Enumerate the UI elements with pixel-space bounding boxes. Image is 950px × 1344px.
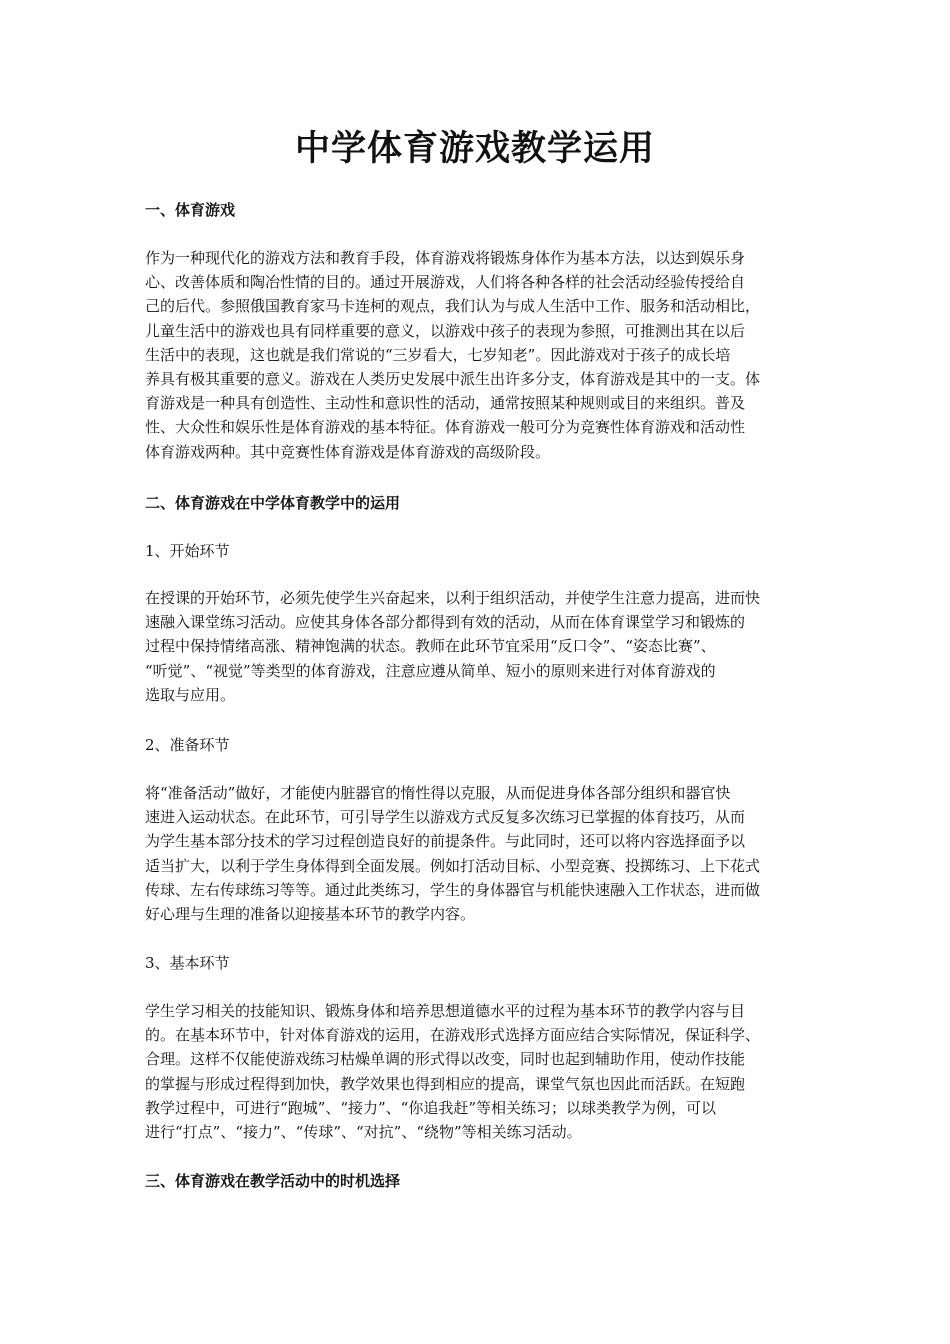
text-line: 心、改善体质和陶冶性情的目的。通过开展游戏，人们将各种各样的社会活动经验传授给自: [145, 273, 746, 292]
text-line: 作为一种现代化的游戏方法和教育手段，体育游戏将锻炼身体作为基本方法，以达到娱乐身: [145, 249, 746, 267]
text-line: “听觉”、“视觉”等类型的体育游戏，注意应遵从简单、短小的原则来进行对体育游戏的: [145, 661, 716, 680]
text-line: 为学生基本部分技术的学习过程创造良好的前提条件。与此同时，还可以将内容选择面予以: [145, 832, 746, 851]
text-line: 教学过程中，可进行“跑城”、“接力”、“你追我赶”等相关练习；以球类教学为例，可以: [145, 1098, 717, 1117]
section-heading: 三、体育游戏在教学活动中的时机选择: [145, 1172, 401, 1190]
text-line: 性、大众性和娱乐性是体育游戏的基本特征。体育游戏一般可分为竞赛性体育游戏和活动性: [145, 418, 746, 437]
text-line: 儿童生活中的游戏也具有同样重要的意义，以游戏中孩子的表现为参照，可推测出其在以后: [145, 321, 746, 340]
paragraph: [145, 999, 810, 1144]
text-line: 在授课的开始环节，必须先使学生兴奋起来，以利于组织活动，并使学生注意力提高，进而快: [145, 589, 761, 607]
paragraph: [145, 781, 810, 926]
text-line: 的掌握与形成过程得到加快，教学效果也得到相应的提高，课堂气氛也因此而活跃。在短跑: [145, 1074, 746, 1093]
text-line: 选取与应用。: [145, 685, 236, 704]
text-line: 速融入课堂练习活动。应使其身体各部分都得到有效的活动，从而在体育课堂学习和锻炼的: [145, 613, 746, 632]
text-line: 育游戏是一种具有创造性、主动性和意识性的活动，通常按照某种规则或目的来组织。普及: [145, 394, 746, 413]
section-heading: 一、体育游戏: [145, 201, 236, 219]
text-line: 适当扩大，以利于学生身体得到全面发展。例如打活动目标、小型竞赛、投掷练习、上下花式: [145, 856, 761, 875]
paragraph: [145, 586, 810, 707]
paragraph: [145, 246, 810, 464]
text-line: 体育游戏两种。其中竞赛性体育游戏是体育游戏的高级阶段。: [145, 442, 551, 461]
subsection-heading: 2、准备环节: [145, 736, 230, 754]
text-line: 传球、左右传球练习等等。通过此类练习，学生的身体器官与机能快速融入工作状态，进而做: [145, 880, 761, 899]
subsection-heading: 3、基本环节: [145, 954, 230, 972]
section-heading: 二、体育游戏在中学体育教学中的运用: [145, 494, 401, 512]
text-line: 好心理与生理的准备以迎接基本环节的教学内容。: [145, 904, 476, 923]
text-line: 合理。这样不仅能使游戏练习枯燥单调的形式得以改变，同时也起到辅助作用，使动作技能: [145, 1050, 746, 1069]
subsection-heading: 1、开始环节: [145, 542, 230, 560]
text-line: 速进入运动状态。在此环节，可引导学生以游戏方式反复多次练习已掌握的体育技巧，从而: [145, 808, 746, 827]
text-line: 过程中保持情绪高涨、精神饱满的状态。教师在此环节宜采用“反口令”、“姿态比赛”、: [145, 637, 716, 656]
text-line: 的。在基本环节中，针对体育游戏的运用，在游戏形式选择方面应结合实际情况，保证科学、: [145, 1026, 761, 1045]
text-line: 学生学习相关的技能知识、锻炼身体和培养思想道德水平的过程为基本环节的教学内容与目: [145, 1002, 746, 1020]
text-line: 养具有极其重要的意义。游戏在人类历史发展中派生出许多分支，体育游戏是其中的一支。体: [145, 369, 761, 388]
text-line: 己的后代。参照俄国教育家马卡连柯的观点，我们认为与成人生活中工作、服务和活动相比，: [145, 297, 761, 316]
document-title: 中学体育游戏教学运用: [294, 129, 655, 169]
text-line: 生活中的表现，这也就是我们常说的“三岁看大，七岁知老”。因此游戏对于孩子的成长培: [145, 345, 731, 364]
text-line: 进行“打点”、“接力”、“传球”、“对抗”、“绕物”等相关练习活动。: [145, 1122, 582, 1141]
text-line: 将“准备活动”做好，才能使内脏器官的惰性得以克服，从而促进身体各部分组织和器官快: [145, 784, 731, 802]
